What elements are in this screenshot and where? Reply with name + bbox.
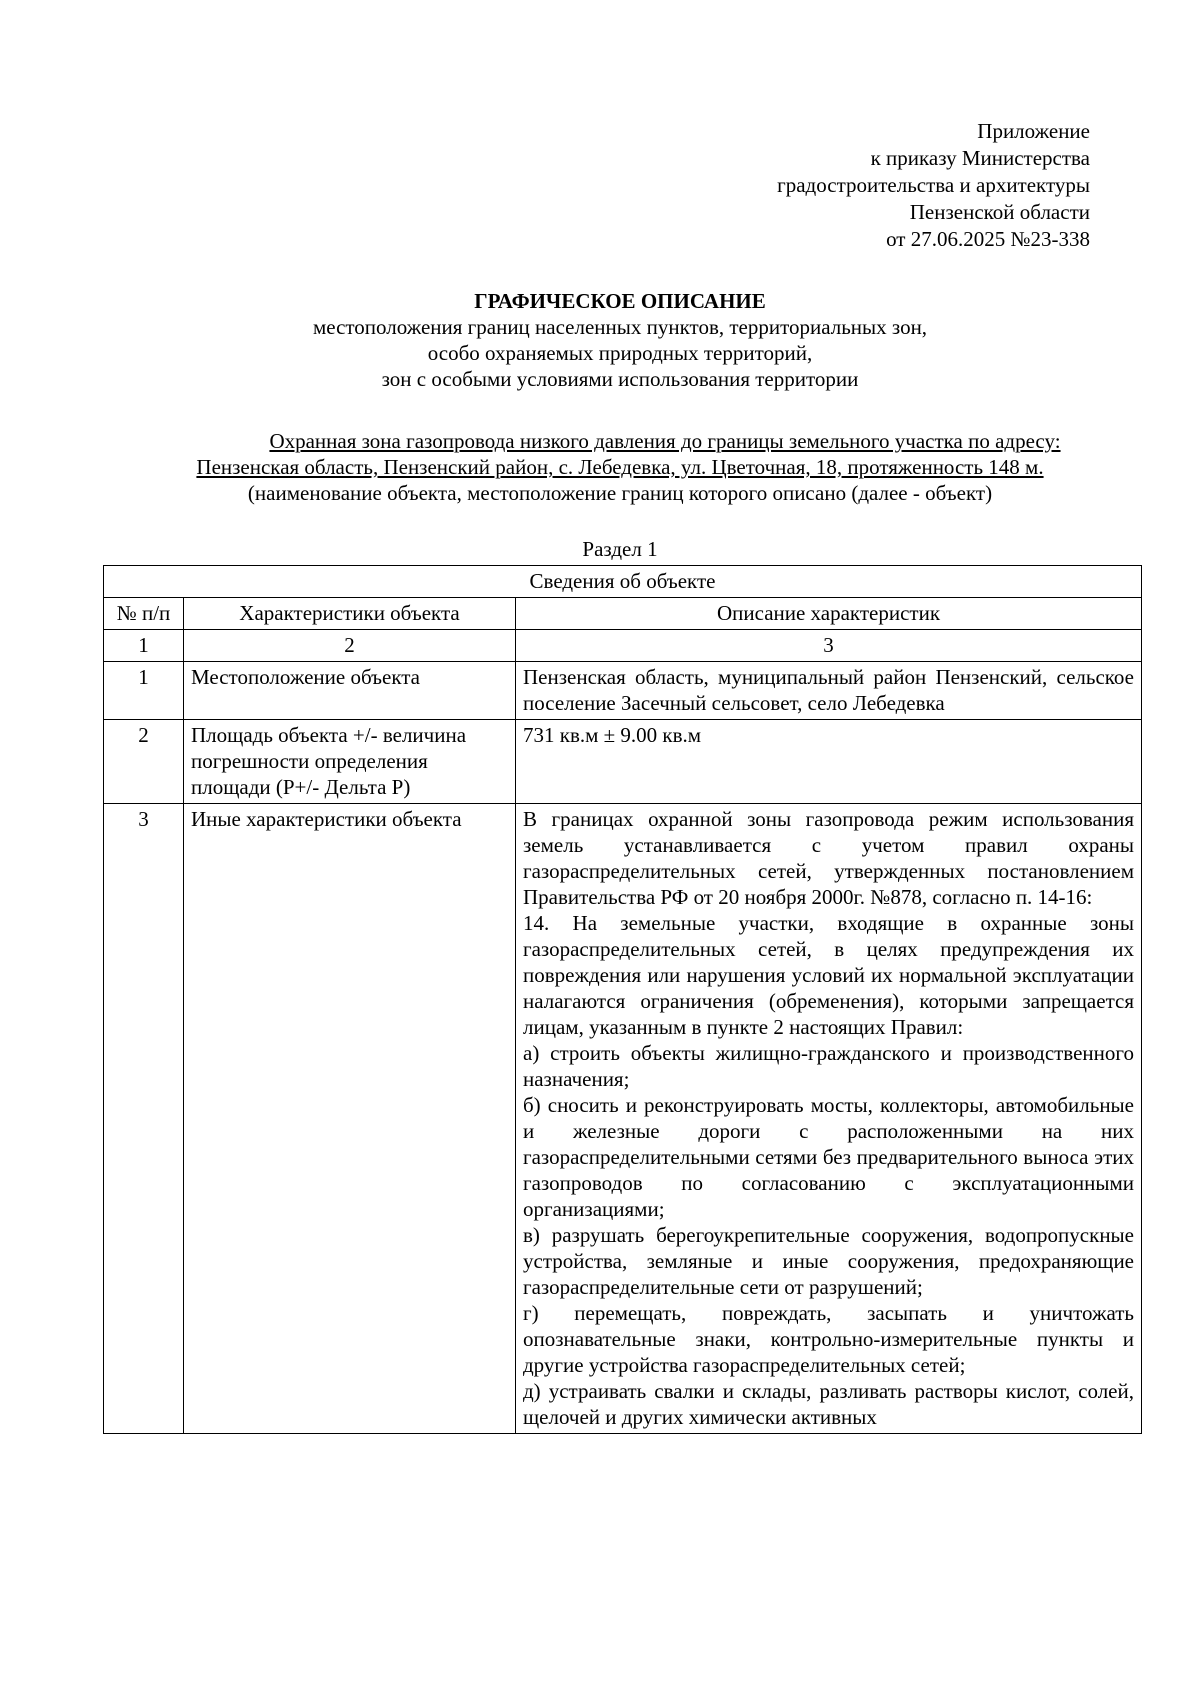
row-description bbox=[516, 804, 1142, 1434]
table-title-row bbox=[104, 566, 1142, 598]
appendix-line: градостроительства и архитектуры bbox=[777, 173, 1090, 197]
description-paragraph: д) устраивать свалки и склады, разливать растворы кислот, солей, щелочей и других химически активных bbox=[523, 1379, 1134, 1429]
description-paragraph: В границах охранной зоны газопровода режим использования земель устанавливается с учетом правил охраны газораспределительных сетей, утвержденных постановлением Правительства РФ от 20 ноября 2000г. №878, согласно п. 14-16: bbox=[523, 807, 1134, 909]
description-paragraph: г) перемещать, повреждать, засыпать и уничтожать опознавательные знаки, контрольно-измерительные пункты и другие устройства газораспределительных сетей; bbox=[523, 1301, 1134, 1377]
description-paragraph: 14. На земельные участки, входящие в охранные зоны газораспределительных сетей, в целях предупреждения их повреждения или нарушения условий их нормальной эксплуатации налагаются ограничения (обременения), которыми запрещается лицам, указанным в пункте 2 настоящих Правил: bbox=[523, 911, 1134, 1039]
appendix-header bbox=[777, 118, 1090, 253]
header-characteristics: Характеристики объекта bbox=[184, 598, 516, 630]
appendix-line: Приложение bbox=[977, 119, 1090, 143]
object-address-line: Пензенская область, Пензенский район, с. Лебедевка, ул. Цветочная, 18, протяженность 148 м. bbox=[196, 455, 1044, 479]
description-paragraph: а) строить объекты жилищно-гражданского и производственного назначения; bbox=[523, 1041, 1134, 1091]
appendix-line: Пензенской области bbox=[909, 200, 1090, 224]
row-description bbox=[516, 720, 1142, 804]
row-number: 3 bbox=[104, 804, 184, 1434]
object-name-line: Охранная зона газопровода низкого давления до границы земельного участка по адресу: bbox=[269, 429, 1061, 453]
document-subtitle-line: местоположения границ населенных пунктов, территориальных зон, bbox=[312, 315, 928, 339]
column-number: 3 bbox=[516, 630, 1142, 662]
object-caption: (наименование объекта, местоположение границ которого описано (далее - объект) bbox=[247, 481, 993, 505]
table-column-numbers-row bbox=[104, 630, 1142, 662]
row-characteristic: Местоположение объекта bbox=[184, 662, 516, 720]
appendix-line: к приказу Министерства bbox=[870, 146, 1090, 170]
row-description bbox=[516, 662, 1142, 720]
column-number: 1 bbox=[104, 630, 184, 662]
column-number: 2 bbox=[184, 630, 516, 662]
document-subtitle-line: особо охраняемых природных территорий, bbox=[427, 341, 813, 365]
row-characteristic: Площадь объекта +/- величина погрешности определения площади (P+/- Дельта P) bbox=[184, 720, 516, 804]
row-number: 1 bbox=[104, 662, 184, 720]
section-label: Раздел 1 bbox=[582, 537, 658, 561]
description-paragraph: б) сносить и реконструировать мосты, коллекторы, автомобильные и железные дороги с расположенными на них газораспределительными сетями без предварительного выноса этих газопроводов по согласованию с эксплуатационными организациями; bbox=[523, 1093, 1134, 1221]
table-row bbox=[104, 804, 1142, 1434]
description-paragraph: в) разрушать берегоукрепительные сооружения, водопропускные устройства, земляные и иные сооружения, предохраняющие газораспределительные сети от разрушений; bbox=[523, 1223, 1134, 1299]
appendix-order-number: от 27.06.2025 №23-338 bbox=[886, 227, 1090, 251]
table-row bbox=[104, 720, 1142, 804]
header-description: Описание характеристик bbox=[516, 598, 1142, 630]
row-characteristic: Иные характеристики объекта bbox=[184, 804, 516, 1434]
document-title: ГРАФИЧЕСКОЕ ОПИСАНИЕ bbox=[474, 289, 766, 313]
header-number: № п/п bbox=[104, 598, 184, 630]
document-subtitle-line: зон с особыми условиями использования территории bbox=[381, 367, 859, 391]
object-info-table bbox=[103, 565, 1142, 1434]
document-title-block bbox=[100, 288, 1140, 392]
table-row bbox=[104, 662, 1142, 720]
object-name-block bbox=[100, 428, 1140, 506]
row-number: 2 bbox=[104, 720, 184, 804]
table-header-row bbox=[104, 598, 1142, 630]
description-paragraph: Пензенская область, муниципальный район Пензенский, сельское поселение Засечный сельсовет, село Лебедевка bbox=[523, 665, 1134, 715]
table-title: Сведения об объекте bbox=[104, 566, 1142, 598]
description-paragraph: 731 кв.м ± 9.00 кв.м bbox=[523, 723, 702, 747]
